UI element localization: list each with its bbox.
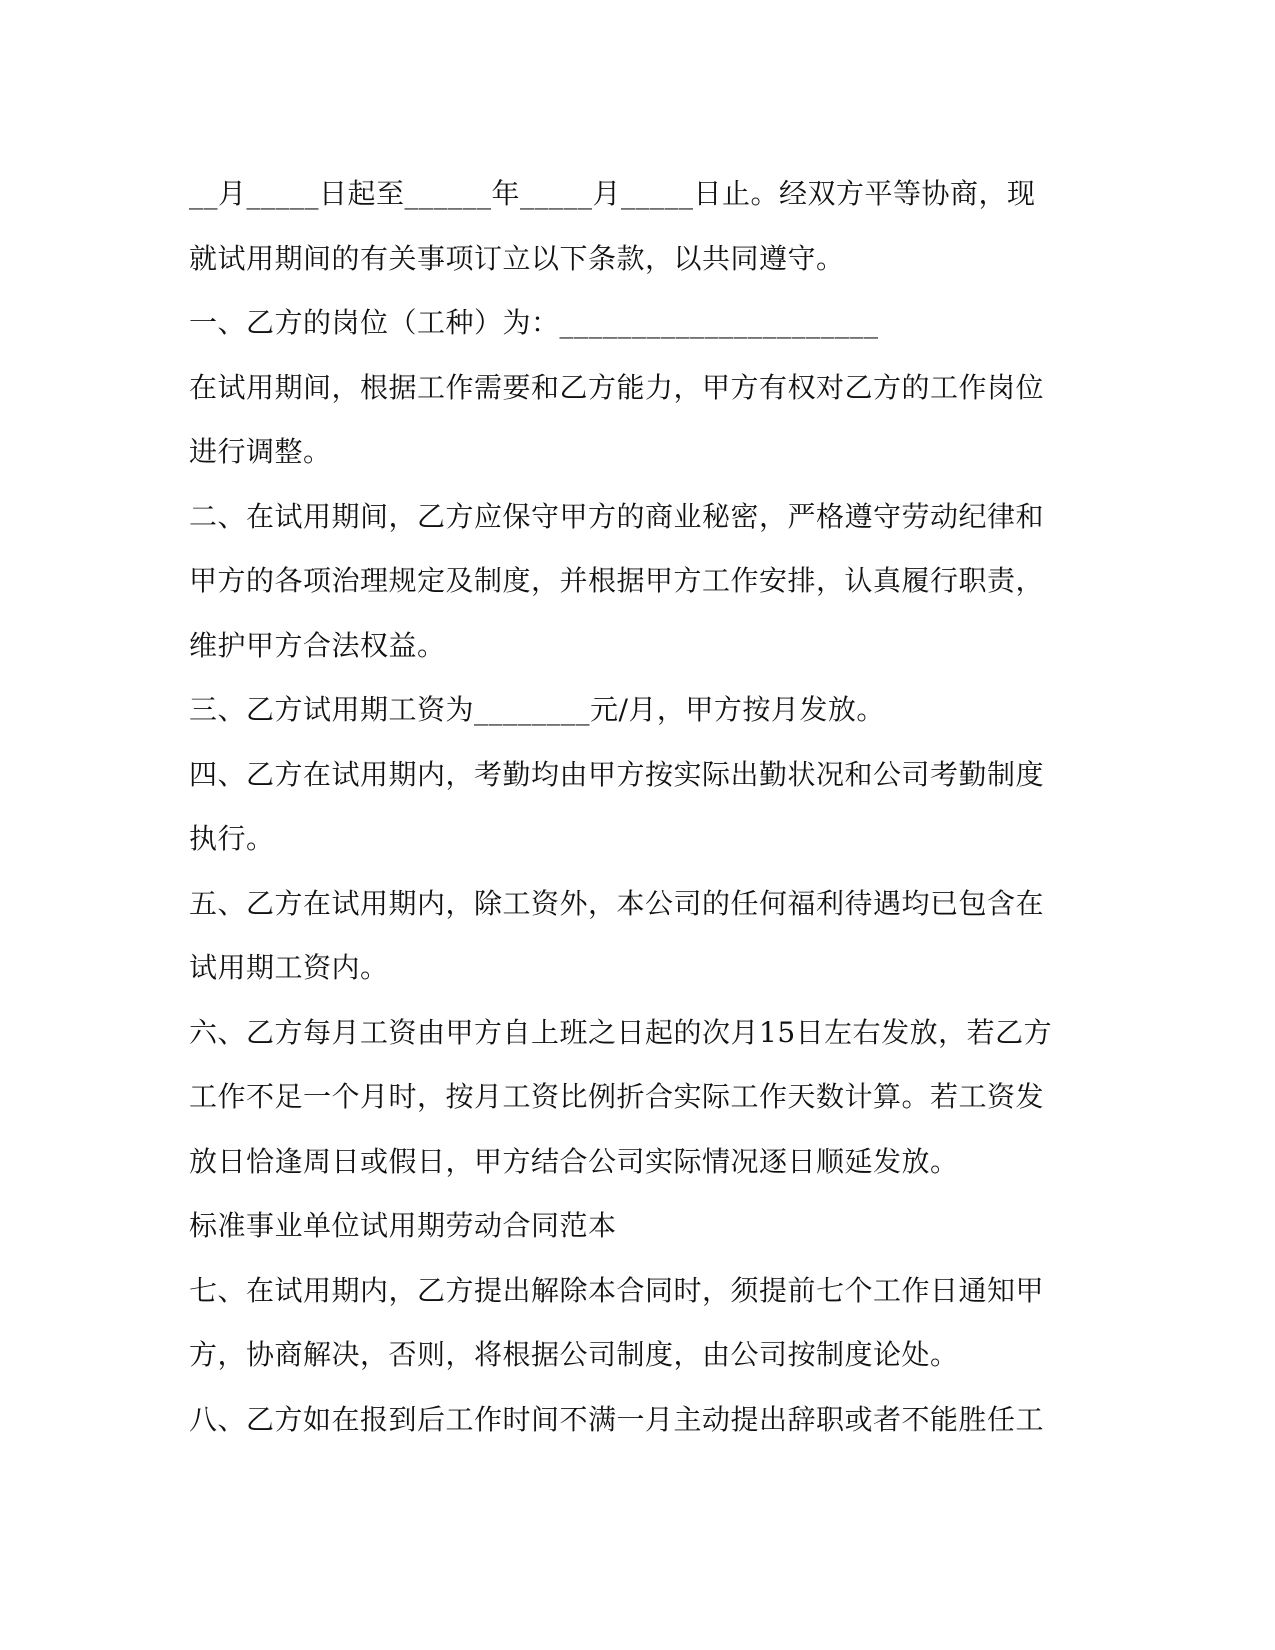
document-title-line: 标准事业单位试用期劳动合同范本 [189,1209,617,1242]
text-line: 二、在试用期间，乙方应保守甲方的商业秘密，严格遵守劳动纪律和 [189,499,1045,533]
text-line: 一、乙方的岗位（工种）为：______________________ [189,306,879,339]
text-line: 四、乙方在试用期内，考勤均由甲方按实际出勤状况和公司考勤制度 [189,757,1045,791]
text-line: 试用期工资内。 [189,951,389,984]
text-line: 甲方的各项治理规定及制度，并根据甲方工作安排，认真履行职责， [189,564,1045,597]
text-line: __月_____日起至______年_____月_____日止。经双方平等协商，现 [189,177,1036,210]
text-line: 工作不足一个月时，按月工资比例折合实际工作天数计算。若工资发 [189,1080,1045,1113]
document-body [189,162,1089,1452]
text-line: 七、在试用期内，乙方提出解除本合同时，须提前七个工作日通知甲 [189,1273,1045,1307]
text-line: 就试用期间的有关事项订立以下条款，以共同遵守。 [189,241,845,275]
text-line: 放日恰逢周日或假日，甲方结合公司实际情况逐日顺延发放。 [189,1144,959,1178]
text-line: 三、乙方试用期工资为________元/月，甲方按月发放。 [189,693,885,726]
text-line: 进行调整。 [189,435,332,468]
text-line: 在试用期间，根据工作需要和乙方能力，甲方有权对乙方的工作岗位 [189,370,1045,404]
text-line: 六、乙方每月工资由甲方自上班之日起的次月15日左右发放，若乙方 [189,1015,1053,1049]
text-line: 方，协商解决，否则，将根据公司制度，由公司按制度论处。 [189,1338,959,1371]
text-line: 维护甲方合法权益。 [189,628,446,662]
text-line: 五、乙方在试用期内，除工资外，本公司的任何福利待遇均已包含在 [189,886,1045,920]
text-line: 执行。 [189,822,275,855]
text-line: 八、乙方如在报到后工作时间不满一月主动提出辞职或者不能胜任工 [189,1402,1045,1436]
